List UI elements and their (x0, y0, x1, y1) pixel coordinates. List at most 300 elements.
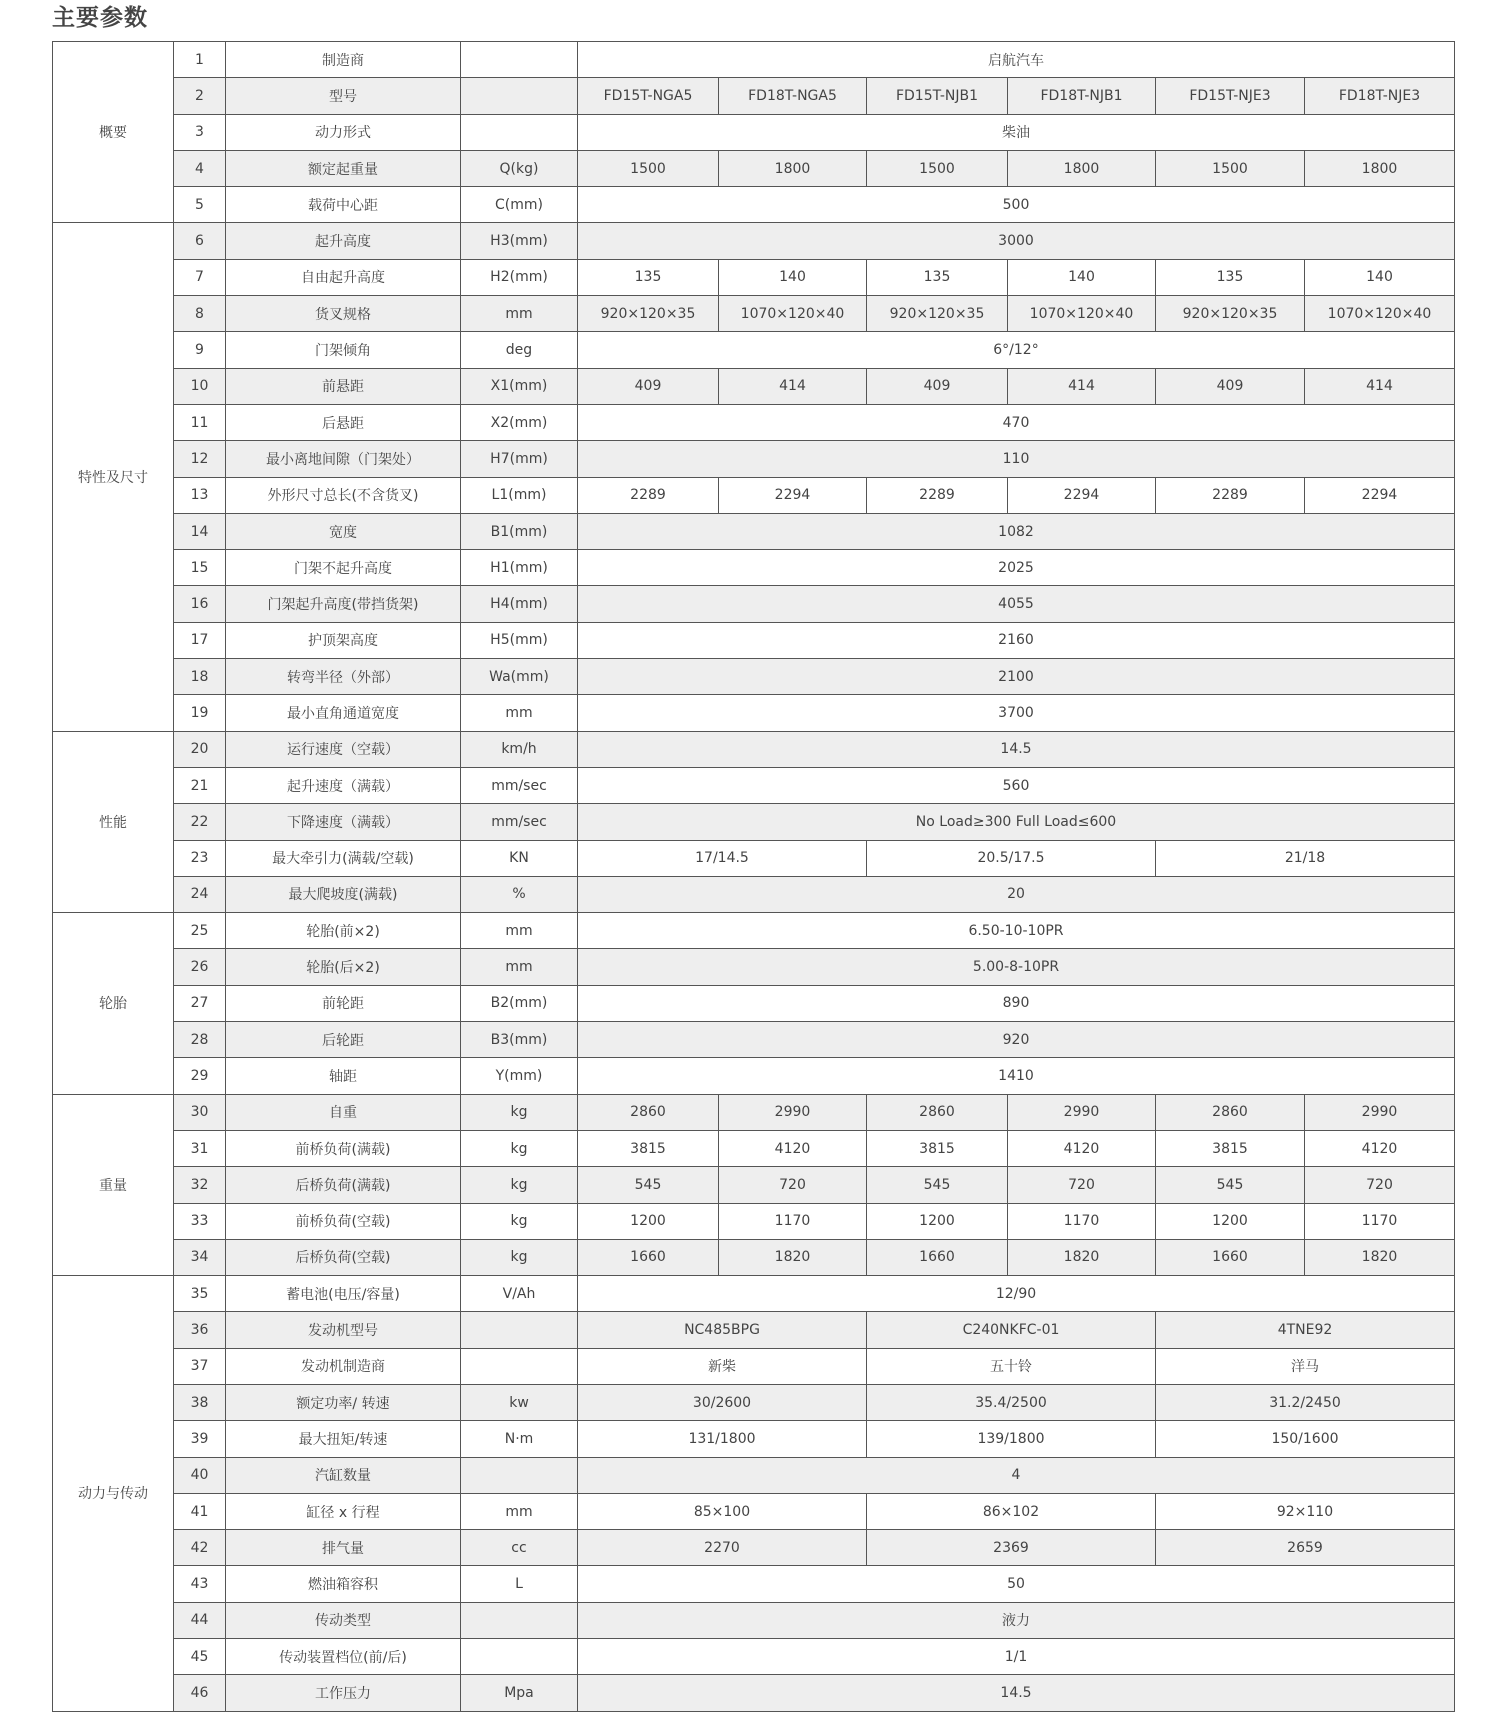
value-cell: 4 (578, 1457, 1455, 1493)
param-name: 后桥负荷(空载) (226, 1239, 461, 1275)
param-name: 后桥负荷(满载) (226, 1167, 461, 1203)
param-unit: kg (461, 1130, 578, 1166)
value-cell: 4120 (1305, 1130, 1455, 1166)
value-cell: 1070×120×40 (1305, 296, 1455, 332)
value-cell: 1500 (1156, 150, 1305, 186)
param-unit: kg (461, 1203, 578, 1239)
value-cell: 110 (578, 441, 1455, 477)
param-unit (461, 1639, 578, 1675)
row-number: 40 (174, 1457, 226, 1493)
table-row (53, 513, 1455, 549)
param-unit: X1(mm) (461, 368, 578, 404)
table-row (53, 150, 1455, 186)
row-number: 32 (174, 1167, 226, 1203)
table-row (53, 1566, 1455, 1602)
param-name: 货叉规格 (226, 296, 461, 332)
param-unit (461, 1457, 578, 1493)
param-unit (461, 1312, 578, 1348)
row-number: 24 (174, 876, 226, 912)
row-number: 20 (174, 731, 226, 767)
param-unit: KN (461, 840, 578, 876)
table-row (53, 1203, 1455, 1239)
table-row (53, 1094, 1455, 1130)
spec-table (52, 41, 1455, 1712)
value-cell: 2270 (578, 1530, 867, 1566)
value-cell: 86×102 (867, 1493, 1156, 1529)
value-cell: 3700 (578, 695, 1455, 731)
param-name: 门架倾角 (226, 332, 461, 368)
value-cell: 2289 (578, 477, 719, 513)
value-cell: 2369 (867, 1530, 1156, 1566)
value-cell: 4TNE92 (1156, 1312, 1455, 1348)
value-cell: 2289 (867, 477, 1008, 513)
row-number: 38 (174, 1384, 226, 1420)
param-name: 最大牵引力(满载/空载) (226, 840, 461, 876)
value-cell: 液力 (578, 1602, 1455, 1638)
param-unit: H1(mm) (461, 550, 578, 586)
row-number: 39 (174, 1421, 226, 1457)
table-row (53, 441, 1455, 477)
value-cell: 1820 (1008, 1239, 1156, 1275)
value-cell: 920 (578, 1022, 1455, 1058)
value-cell: 1820 (1305, 1239, 1455, 1275)
value-cell: 12/90 (578, 1276, 1455, 1312)
param-unit: mm (461, 1493, 578, 1529)
value-cell: 1410 (578, 1058, 1455, 1094)
param-unit: mm (461, 949, 578, 985)
table-row (53, 1530, 1455, 1566)
param-name: 发动机型号 (226, 1312, 461, 1348)
value-cell: 140 (1305, 259, 1455, 295)
value-cell: 920×120×35 (867, 296, 1008, 332)
value-cell: 2860 (578, 1094, 719, 1130)
param-name: 轴距 (226, 1058, 461, 1094)
row-number: 27 (174, 985, 226, 1021)
row-number: 17 (174, 622, 226, 658)
row-number: 45 (174, 1639, 226, 1675)
value-cell: 1500 (867, 150, 1008, 186)
row-number: 36 (174, 1312, 226, 1348)
table-row (53, 695, 1455, 731)
param-name: 最大爬坡度(满载) (226, 876, 461, 912)
param-name: 排气量 (226, 1530, 461, 1566)
value-cell: 409 (867, 368, 1008, 404)
param-name: 前桥负荷(满载) (226, 1130, 461, 1166)
value-cell: 135 (867, 259, 1008, 295)
value-cell: 洋马 (1156, 1348, 1455, 1384)
param-name: 起升速度（满载） (226, 767, 461, 803)
row-number: 16 (174, 586, 226, 622)
value-cell: 409 (1156, 368, 1305, 404)
value-cell: NC485BPG (578, 1312, 867, 1348)
value-cell: 2990 (719, 1094, 867, 1130)
value-cell: 2990 (1008, 1094, 1156, 1130)
value-cell: 1500 (578, 150, 719, 186)
row-number: 35 (174, 1276, 226, 1312)
row-number: 14 (174, 513, 226, 549)
table-row (53, 913, 1455, 949)
row-number: 37 (174, 1348, 226, 1384)
value-cell: 414 (1305, 368, 1455, 404)
value-cell: 1800 (719, 150, 867, 186)
param-unit: L1(mm) (461, 477, 578, 513)
row-number: 18 (174, 659, 226, 695)
value-cell: 35.4/2500 (867, 1384, 1156, 1420)
value-cell: 6°/12° (578, 332, 1455, 368)
category-cell: 动力与传动 (53, 1276, 174, 1712)
page-title: 主要参数 (52, 5, 148, 31)
param-name: 燃油箱容积 (226, 1566, 461, 1602)
table-row (53, 1675, 1455, 1711)
value-cell: 20 (578, 876, 1455, 912)
table-row (53, 659, 1455, 695)
table-row (53, 332, 1455, 368)
param-unit: B3(mm) (461, 1022, 578, 1058)
param-unit: Mpa (461, 1675, 578, 1711)
row-number: 9 (174, 332, 226, 368)
row-number: 13 (174, 477, 226, 513)
row-number: 10 (174, 368, 226, 404)
table-row (53, 477, 1455, 513)
param-name: 缸径 x 行程 (226, 1493, 461, 1529)
param-name: 自重 (226, 1094, 461, 1130)
value-cell: 4055 (578, 586, 1455, 622)
table-row (53, 985, 1455, 1021)
table-row (53, 1457, 1455, 1493)
param-unit: Y(mm) (461, 1058, 578, 1094)
value-cell: 720 (1305, 1167, 1455, 1203)
param-name: 后悬距 (226, 404, 461, 440)
table-row (53, 840, 1455, 876)
table-row (53, 1167, 1455, 1203)
value-cell: 柴油 (578, 114, 1455, 150)
value-cell: 139/1800 (867, 1421, 1156, 1457)
param-name: 起升高度 (226, 223, 461, 259)
row-number: 12 (174, 441, 226, 477)
value-cell: 五十铃 (867, 1348, 1156, 1384)
param-name: 护顶架高度 (226, 622, 461, 658)
value-cell: 1660 (578, 1239, 719, 1275)
value-cell: 1660 (867, 1239, 1008, 1275)
param-name: 轮胎(后×2) (226, 949, 461, 985)
param-unit: H4(mm) (461, 586, 578, 622)
value-cell: FD15T-NJB1 (867, 78, 1008, 114)
value-cell: 545 (578, 1167, 719, 1203)
category-cell: 性能 (53, 731, 174, 912)
table-row (53, 1058, 1455, 1094)
param-unit: V/Ah (461, 1276, 578, 1312)
param-name: 最小离地间隙（门架处） (226, 441, 461, 477)
param-name: 轮胎(前×2) (226, 913, 461, 949)
param-name: 传动装置档位(前/后) (226, 1639, 461, 1675)
param-unit: H7(mm) (461, 441, 578, 477)
param-unit: Wa(mm) (461, 659, 578, 695)
param-unit: Q(kg) (461, 150, 578, 186)
param-name: 前悬距 (226, 368, 461, 404)
param-name: 额定功率/ 转速 (226, 1384, 461, 1420)
value-cell: 30/2600 (578, 1384, 867, 1420)
value-cell: 1200 (1156, 1203, 1305, 1239)
table-row (53, 1312, 1455, 1348)
value-cell: 135 (1156, 259, 1305, 295)
param-unit: B2(mm) (461, 985, 578, 1021)
param-unit: H3(mm) (461, 223, 578, 259)
param-unit (461, 114, 578, 150)
value-cell: 17/14.5 (578, 840, 867, 876)
param-unit (461, 78, 578, 114)
row-number: 1 (174, 42, 226, 78)
param-name: 下降速度（满载） (226, 804, 461, 840)
param-name: 最大扭矩/转速 (226, 1421, 461, 1457)
category-cell: 轮胎 (53, 913, 174, 1094)
value-cell: 150/1600 (1156, 1421, 1455, 1457)
table-row (53, 42, 1455, 78)
row-number: 15 (174, 550, 226, 586)
value-cell: 920×120×35 (1156, 296, 1305, 332)
table-row (53, 223, 1455, 259)
value-cell: 470 (578, 404, 1455, 440)
param-name: 汽缸数量 (226, 1457, 461, 1493)
value-cell: 50 (578, 1566, 1455, 1602)
param-name: 工作压力 (226, 1675, 461, 1711)
table-row (53, 876, 1455, 912)
value-cell: 720 (719, 1167, 867, 1203)
value-cell: 890 (578, 985, 1455, 1021)
value-cell: 3815 (1156, 1130, 1305, 1166)
table-row (53, 1421, 1455, 1457)
row-number: 2 (174, 78, 226, 114)
param-name: 制造商 (226, 42, 461, 78)
param-unit: % (461, 876, 578, 912)
param-unit: X2(mm) (461, 404, 578, 440)
value-cell: 21/18 (1156, 840, 1455, 876)
param-unit: mm/sec (461, 767, 578, 803)
row-number: 28 (174, 1022, 226, 1058)
value-cell: 414 (719, 368, 867, 404)
value-cell: 85×100 (578, 1493, 867, 1529)
value-cell: 560 (578, 767, 1455, 803)
param-name: 自由起升高度 (226, 259, 461, 295)
table-row (53, 296, 1455, 332)
param-unit: kg (461, 1094, 578, 1130)
value-cell: C240NKFC-01 (867, 1312, 1156, 1348)
value-cell: 1800 (1305, 150, 1455, 186)
table-row (53, 550, 1455, 586)
param-unit: mm/sec (461, 804, 578, 840)
value-cell: FD15T-NJE3 (1156, 78, 1305, 114)
row-number: 43 (174, 1566, 226, 1602)
row-number: 6 (174, 223, 226, 259)
table-row (53, 1022, 1455, 1058)
table-row (53, 949, 1455, 985)
row-number: 31 (174, 1130, 226, 1166)
category-cell: 重量 (53, 1094, 174, 1275)
value-cell: FD18T-NJB1 (1008, 78, 1156, 114)
category-cell: 概要 (53, 42, 174, 223)
value-cell: 31.2/2450 (1156, 1384, 1455, 1420)
value-cell: 1/1 (578, 1639, 1455, 1675)
value-cell: 131/1800 (578, 1421, 867, 1457)
value-cell: 140 (1008, 259, 1156, 295)
table-row (53, 1276, 1455, 1312)
param-unit: N·m (461, 1421, 578, 1457)
value-cell: 140 (719, 259, 867, 295)
row-number: 29 (174, 1058, 226, 1094)
param-unit (461, 1348, 578, 1384)
param-name: 最小直角通道宽度 (226, 695, 461, 731)
value-cell: 3000 (578, 223, 1455, 259)
value-cell: 14.5 (578, 731, 1455, 767)
param-name: 门架起升高度(带挡货架) (226, 586, 461, 622)
param-name: 宽度 (226, 513, 461, 549)
value-cell: FD15T-NGA5 (578, 78, 719, 114)
value-cell: 545 (867, 1167, 1008, 1203)
param-unit (461, 42, 578, 78)
value-cell: 545 (1156, 1167, 1305, 1203)
param-unit: deg (461, 332, 578, 368)
table-row (53, 78, 1455, 114)
value-cell: 4120 (719, 1130, 867, 1166)
param-name: 前轮距 (226, 985, 461, 1021)
table-row (53, 1602, 1455, 1638)
value-cell: 1800 (1008, 150, 1156, 186)
value-cell: 5.00-8-10PR (578, 949, 1455, 985)
value-cell: 1082 (578, 513, 1455, 549)
value-cell: 1070×120×40 (719, 296, 867, 332)
param-name: 发动机制造商 (226, 1348, 461, 1384)
table-row (53, 114, 1455, 150)
param-unit (461, 1602, 578, 1638)
value-cell: 3815 (867, 1130, 1008, 1166)
value-cell: 500 (578, 187, 1455, 223)
value-cell: 1200 (867, 1203, 1008, 1239)
value-cell: 2659 (1156, 1530, 1455, 1566)
param-name: 动力形式 (226, 114, 461, 150)
table-row (53, 622, 1455, 658)
row-number: 25 (174, 913, 226, 949)
value-cell: 1170 (1305, 1203, 1455, 1239)
table-row (53, 1348, 1455, 1384)
value-cell: FD18T-NGA5 (719, 78, 867, 114)
value-cell: 2289 (1156, 477, 1305, 513)
value-cell: 启航汽车 (578, 42, 1455, 78)
param-unit: H5(mm) (461, 622, 578, 658)
row-number: 11 (174, 404, 226, 440)
value-cell: 409 (578, 368, 719, 404)
param-unit: H2(mm) (461, 259, 578, 295)
value-cell: 1170 (1008, 1203, 1156, 1239)
value-cell: 2160 (578, 622, 1455, 658)
row-number: 33 (174, 1203, 226, 1239)
param-name: 转弯半径（外部） (226, 659, 461, 695)
table-row (53, 767, 1455, 803)
param-name: 型号 (226, 78, 461, 114)
value-cell: 1200 (578, 1203, 719, 1239)
row-number: 26 (174, 949, 226, 985)
table-row (53, 259, 1455, 295)
row-number: 5 (174, 187, 226, 223)
value-cell: 2294 (1008, 477, 1156, 513)
value-cell: 6.50-10-10PR (578, 913, 1455, 949)
table-row (53, 804, 1455, 840)
value-cell: 2860 (867, 1094, 1008, 1130)
param-name: 蓄电池(电压/容量) (226, 1276, 461, 1312)
value-cell: 2294 (1305, 477, 1455, 513)
param-unit: C(mm) (461, 187, 578, 223)
value-cell: 414 (1008, 368, 1156, 404)
param-name: 门架不起升高度 (226, 550, 461, 586)
table-row (53, 368, 1455, 404)
param-name: 载荷中心距 (226, 187, 461, 223)
row-number: 42 (174, 1530, 226, 1566)
param-unit: kg (461, 1167, 578, 1203)
value-cell: 2860 (1156, 1094, 1305, 1130)
param-name: 运行速度（空载） (226, 731, 461, 767)
table-row (53, 1384, 1455, 1420)
table-row (53, 1493, 1455, 1529)
param-unit: mm (461, 913, 578, 949)
table-row (53, 187, 1455, 223)
param-unit: km/h (461, 731, 578, 767)
table-row (53, 586, 1455, 622)
row-number: 3 (174, 114, 226, 150)
param-name: 外形尺寸总长(不含货叉) (226, 477, 461, 513)
value-cell: 1660 (1156, 1239, 1305, 1275)
value-cell: 2025 (578, 550, 1455, 586)
param-name: 额定起重量 (226, 150, 461, 186)
row-number: 7 (174, 259, 226, 295)
param-unit: L (461, 1566, 578, 1602)
row-number: 46 (174, 1675, 226, 1711)
value-cell: 新柴 (578, 1348, 867, 1384)
param-name: 后轮距 (226, 1022, 461, 1058)
row-number: 44 (174, 1602, 226, 1638)
param-unit: kw (461, 1384, 578, 1420)
row-number: 21 (174, 767, 226, 803)
row-number: 41 (174, 1493, 226, 1529)
param-unit: B1(mm) (461, 513, 578, 549)
row-number: 8 (174, 296, 226, 332)
row-number: 23 (174, 840, 226, 876)
row-number: 19 (174, 695, 226, 731)
value-cell: 2294 (719, 477, 867, 513)
value-cell: 20.5/17.5 (867, 840, 1156, 876)
value-cell: 2100 (578, 659, 1455, 695)
row-number: 22 (174, 804, 226, 840)
value-cell: 92×110 (1156, 1493, 1455, 1529)
table-row (53, 731, 1455, 767)
row-number: 34 (174, 1239, 226, 1275)
param-unit: cc (461, 1530, 578, 1566)
table-row (53, 404, 1455, 440)
table-row (53, 1239, 1455, 1275)
value-cell: 920×120×35 (578, 296, 719, 332)
value-cell: 4120 (1008, 1130, 1156, 1166)
category-cell: 特性及尺寸 (53, 223, 174, 731)
row-number: 30 (174, 1094, 226, 1130)
row-number: 4 (174, 150, 226, 186)
param-unit: kg (461, 1239, 578, 1275)
param-name: 前桥负荷(空载) (226, 1203, 461, 1239)
value-cell: 1170 (719, 1203, 867, 1239)
value-cell: 14.5 (578, 1675, 1455, 1711)
value-cell: FD18T-NJE3 (1305, 78, 1455, 114)
param-name: 传动类型 (226, 1602, 461, 1638)
value-cell: 1820 (719, 1239, 867, 1275)
value-cell: 1070×120×40 (1008, 296, 1156, 332)
value-cell: 720 (1008, 1167, 1156, 1203)
value-cell: No Load≥300 Full Load≤600 (578, 804, 1455, 840)
